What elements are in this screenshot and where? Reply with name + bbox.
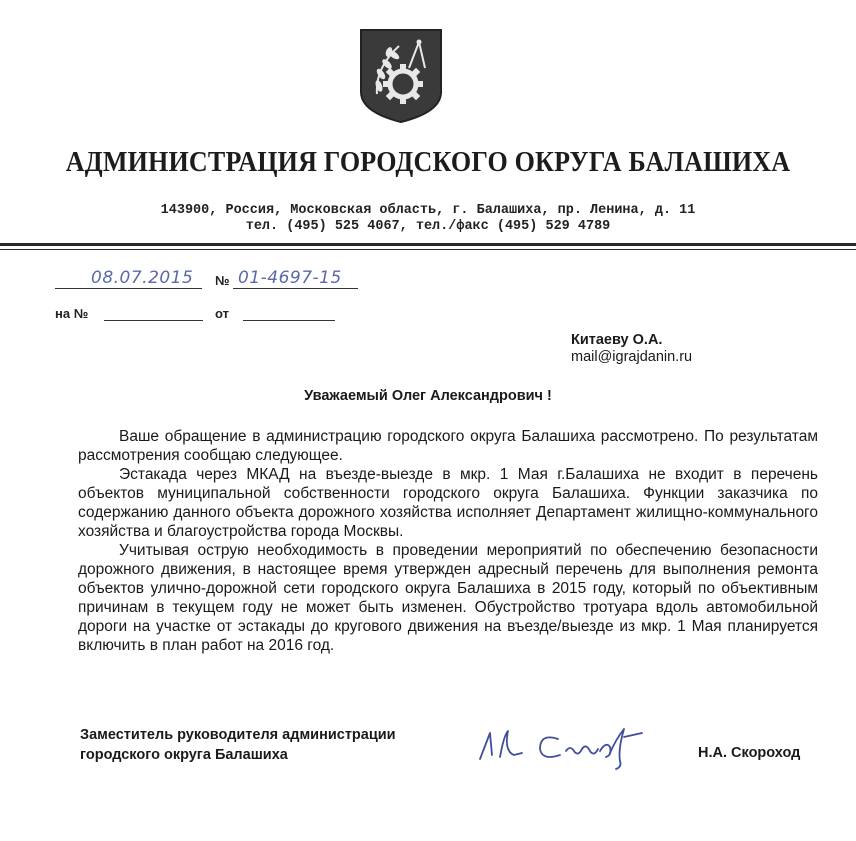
addressee-name: Китаеву О.А. — [571, 332, 663, 348]
registration-number: 01-4697-15 — [238, 268, 342, 288]
ref-from-label: от — [215, 306, 229, 321]
paragraph: Ваше обращение в администрацию городского округа Балашиха рассмотрено. По результатам рассмотрения сообщаю следующее. — [78, 428, 818, 464]
header-divider-thick — [0, 243, 856, 246]
addressee-email: mail@igrajdanin.ru — [571, 349, 693, 365]
ref-number-underline — [104, 320, 203, 321]
letter-body — [78, 427, 818, 655]
organization-title: АДМИНИСТРАЦИЯ ГОРОДСКОГО ОКРУГА БАЛАШИХА — [65, 147, 791, 178]
coat-of-arms-icon — [359, 28, 443, 124]
signatory-role — [80, 725, 396, 765]
number-label: № — [215, 273, 230, 288]
salutation: Уважаемый Олег Александрович ! — [304, 388, 552, 404]
header-divider-thin — [0, 249, 856, 250]
organization-phones: тел. (495) 525 4067, тел./факс (495) 529 4789 — [245, 219, 611, 234]
signatory-role-line: Заместитель руководителя администрации — [80, 727, 396, 743]
handwritten-signature-icon — [474, 715, 654, 775]
paragraph: Эстакада через МКАД на въезде-выезде в мкр. 1 Мая г.Балашиха не входит в перечень объектов муниципальной собственности городского округа Балашиха. Функции заказчика по содержанию данного объекта дорожного хозяйства исполняет Департамент жилищно-коммунального хозяйства и благоустройства города Москвы. — [78, 466, 818, 540]
paragraph: Учитывая острую необходимость в проведении мероприятий по обеспечению безопасности дорожного движения, в настоящее время утвержден адресный перечень для выполнения ремонта объектов улично-дорожной сети городского округа Балашиха в 2015 году, который по объективным причинам в текущем году не может быть изменен. Обустройство тротуара вдоль автомобильной дороги на участке от эстакады до кругового движения на въезде/выезде из мкр. 1 Мая планируется включить в план работ на 2016 год. — [78, 542, 818, 654]
number-underline — [233, 288, 358, 289]
signatory-role-line: городского округа Балашиха — [80, 747, 288, 763]
registration-date: 08.07.2015 — [91, 268, 194, 288]
date-underline — [55, 288, 202, 289]
signatory-name: Н.А. Скороход — [698, 745, 801, 761]
organization-address: 143900, Россия, Московская область, г. Балашиха, пр. Ленина, д. 11 — [160, 203, 696, 218]
ref-from-underline — [243, 320, 335, 321]
ref-number-label: на № — [55, 306, 89, 321]
